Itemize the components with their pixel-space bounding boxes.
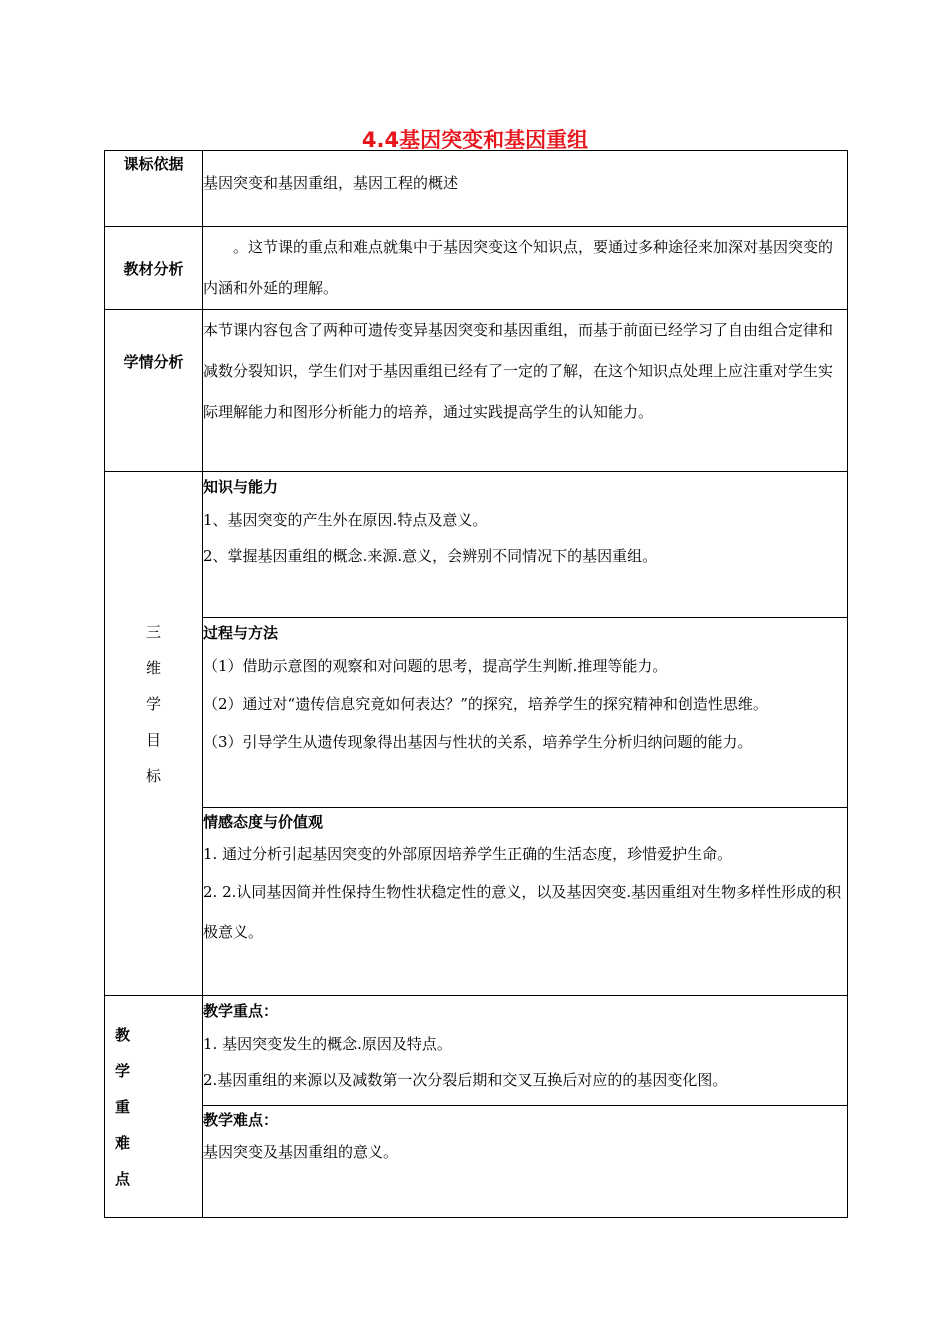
content-guocheng xyxy=(203,618,848,808)
label-xueqing-text: 学情分析 xyxy=(123,353,184,371)
content-nandian xyxy=(203,1106,848,1218)
label-kebiao xyxy=(105,151,203,227)
label-sanwei-char: 三 xyxy=(145,622,161,641)
label-zhongnan-char: 教 xyxy=(115,1025,131,1044)
label-jiaocai xyxy=(105,227,203,310)
qinggan-item: 2. 2.认同基因简并性保持生物性状稳定性的意义，以及基因突变.基因重组对生物多样性形成的积极意义。 xyxy=(203,883,842,941)
row-nandian xyxy=(105,1106,848,1218)
content-zhongdian xyxy=(203,996,848,1106)
zhishi-heading: 知识与能力 xyxy=(203,478,279,496)
zhishi-item: 1、基因突变的产生外在原因.特点及意义。 xyxy=(203,511,488,529)
content-zhishi xyxy=(203,472,848,618)
row-kebiao xyxy=(105,151,848,227)
label-zhongnan-char: 重 xyxy=(115,1097,131,1116)
row-guocheng xyxy=(105,618,848,808)
label-zhongnan xyxy=(105,996,203,1218)
row-qinggan xyxy=(105,808,848,996)
content-kebiao xyxy=(203,151,848,227)
label-sanwei-char: 标 xyxy=(145,766,161,785)
lesson-plan-table xyxy=(104,150,848,1218)
xueqing-text: 本节课内容包含了两种可遗传变异基因突变和基因重组，而基于前面已经学习了自由组合定律和减数分裂知识，学生们对于基因重组已经有了一定的了解，在这个知识点处理上应注重对学生实际理解能力和图形分析能力的培养，通过实践提高学生的认知能力。 xyxy=(203,321,834,421)
zhongdian-item: 1. 基因突变发生的概念.原因及特点。 xyxy=(203,1035,452,1053)
guocheng-item: （1）借助示意图的观察和对问题的思考，提高学生判断.推理等能力。 xyxy=(203,657,668,675)
row-xueqing xyxy=(105,310,848,472)
label-zhongnan-char: 学 xyxy=(115,1061,131,1080)
label-sanwei xyxy=(105,472,203,996)
label-jiaocai-text: 教材分析 xyxy=(123,259,184,278)
guocheng-item: （2）通过对“遗传信息究竟如何表达？”的探究，培养学生的探究精神和创造性思维。 xyxy=(203,695,768,713)
row-zhishi xyxy=(105,472,848,618)
label-kebiao-text: 课标依据 xyxy=(123,155,184,173)
qinggan-heading: 情感态度与价值观 xyxy=(203,813,324,831)
document-title: 4.4基因突变和基因重组 xyxy=(361,128,589,152)
label-zhongnan-char: 点 xyxy=(115,1169,131,1188)
content-jiaocai xyxy=(203,227,848,310)
row-jiaocai xyxy=(105,227,848,310)
row-zhongdian xyxy=(105,996,848,1106)
label-sanwei-char: 维 xyxy=(145,658,161,677)
content-xueqing xyxy=(203,310,848,472)
qinggan-item: 1. 通过分析引起基因突变的外部原因培养学生正确的生活态度，珍惜爱护生命。 xyxy=(203,845,733,863)
zhishi-item: 2、掌握基因重组的概念.来源.意义，会辨别不同情况下的基因重组。 xyxy=(203,547,658,565)
content-qinggan xyxy=(203,808,848,996)
guocheng-heading: 过程与方法 xyxy=(203,624,279,642)
nandian-heading: 教学难点： xyxy=(203,1111,279,1129)
guocheng-item: （3）引导学生从遗传现象得出基因与性状的关系，培养学生分析归纳问题的能力。 xyxy=(203,733,753,751)
zhongdian-heading: 教学重点： xyxy=(203,1002,279,1020)
zhongdian-item: 2.基因重组的来源以及减数第一次分裂后期和交叉互换后对应的的基因变化图。 xyxy=(203,1071,728,1089)
jiaocai-text: 。这节课的重点和难点就集中于基因突变这个知识点，要通过多种途径来加深对基因突变的内涵和外延的理解。 xyxy=(203,238,834,297)
label-xueqing xyxy=(105,310,203,472)
label-sanwei-char: 学 xyxy=(145,694,161,713)
label-zhongnan-char: 难 xyxy=(115,1133,131,1152)
kebiao-text: 基因突变和基因重组，基因工程的概述 xyxy=(203,174,459,192)
label-sanwei-char: 目 xyxy=(145,730,161,749)
nandian-item: 基因突变及基因重组的意义。 xyxy=(203,1143,399,1161)
